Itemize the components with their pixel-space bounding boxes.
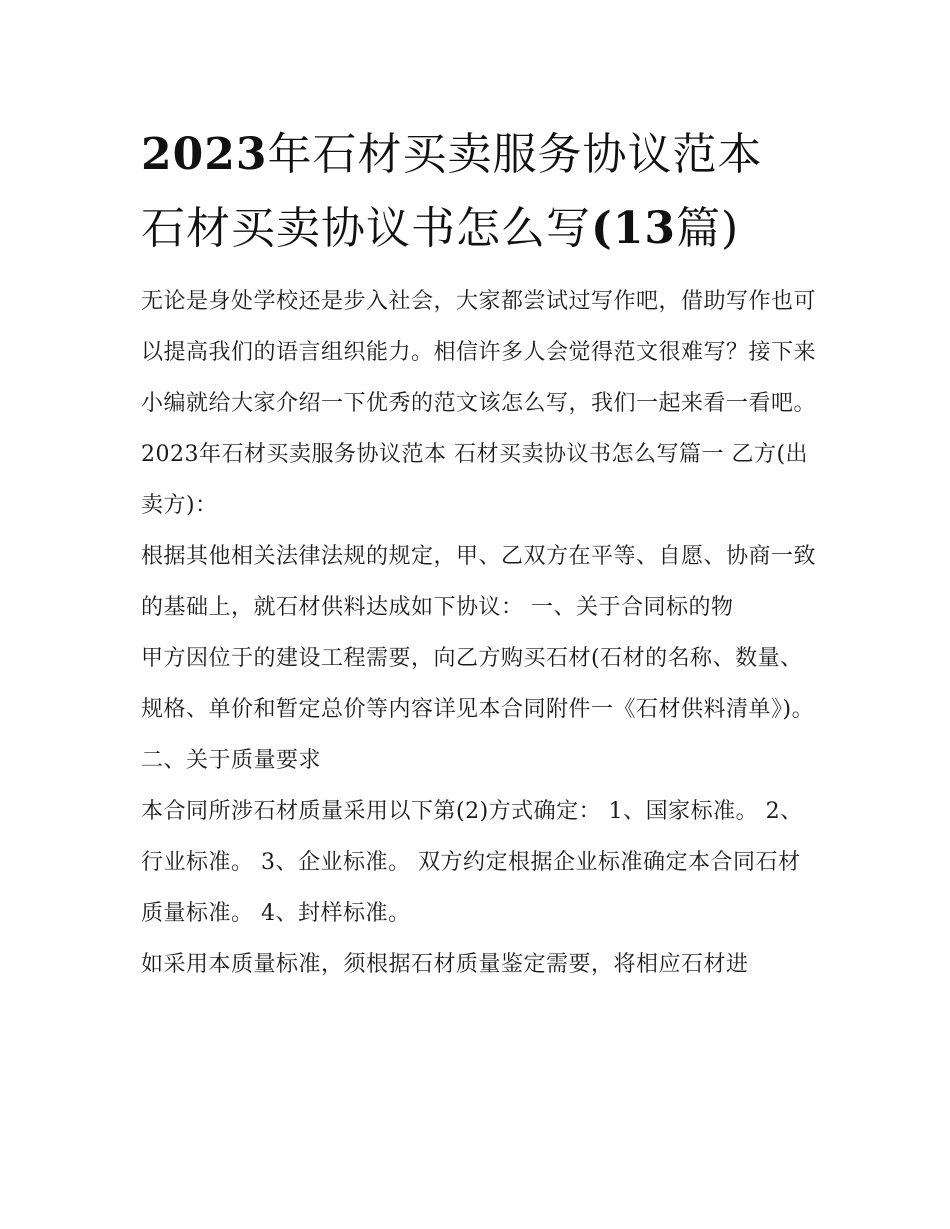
paragraph-intro: 无论是身处学校还是步入社会，大家都尝试过写作吧，借助写作也可以提高我们的语言组织能力。相信许多人会觉得范文很难写？接下来小编就给大家介绍一下优秀的范文该怎么写，我们一起来看一看吧。 [141,289,817,416]
title-line-2 [141,203,739,254]
paragraph-purchase: 甲方因位于的建设工程需要，向乙方购买石材(石材的名称、数量、规格、单价和暂定总价等内容详见本合同附件一《石材供料清单》)。 二、关于质量要求 [141,646,815,773]
title-count-suffix: 篇) [676,203,740,254]
title-line-1-text: 年石材买卖服务协议范本 [267,129,763,180]
document-page [141,118,816,990]
paragraph-basis: 根据其他相关法律法规的规定，甲、乙双方在平等、自愿、协商一致的基础上，就石材供料达成如下协议： 一、关于合同标的物 [141,544,817,620]
title-line-1 [141,129,762,180]
title-line-2-text: 石材买卖协议书怎么写 [141,203,591,254]
document-body [141,276,816,990]
document-title [141,118,816,266]
title-year: 2023 [141,129,268,180]
paragraph-quality-standard: 本合同所涉石材质量采用以下第(2)方式确定： 1、国家标准。 2、行业标准。 3、企业标准。 双方约定根据企业标准确定本合同石材质量标准。 4、封样标准。 [141,799,803,926]
paragraph-heading-1: 2023年石材买卖服务协议范本 石材买卖协议书怎么写篇一 乙方(出卖方)： [141,442,809,518]
paragraph-sample: 如采用本质量标准，须根据石材质量鉴定需要，将相应石材进 [141,952,749,977]
title-count: (13 [591,203,677,254]
